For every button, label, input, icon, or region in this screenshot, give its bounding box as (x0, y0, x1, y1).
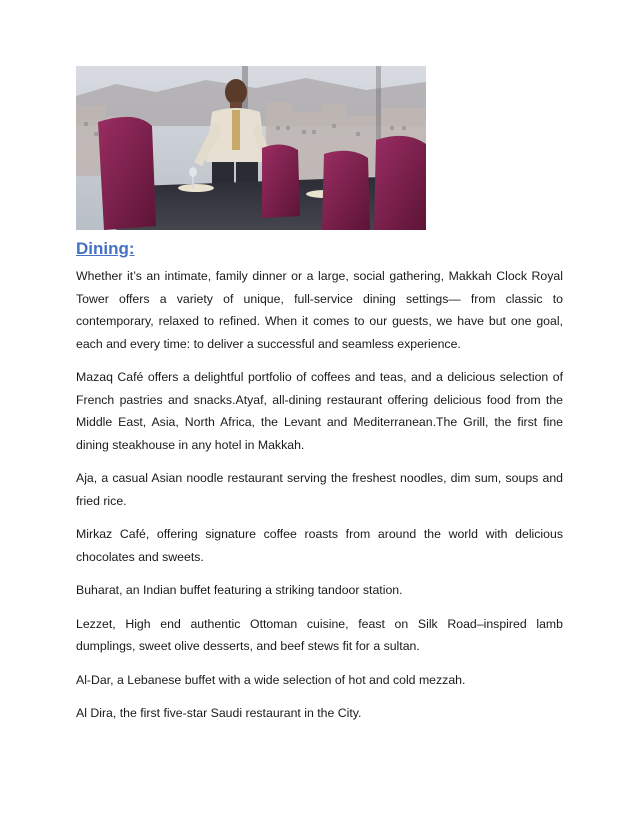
buharat-paragraph: Buharat, an Indian buffet featuring a striking tandoor station. (76, 583, 403, 597)
mirkaz-paragraph: Mirkaz Café, offering signature coffee roasts from around the world with delicious chocolates and sweets. (76, 527, 563, 564)
restaurant-photo (76, 66, 426, 230)
section-heading: Dining: (76, 239, 135, 258)
intro-paragraph: Whether it’s an intimate, family dinner or a large, social gathering, Makkah Clock Royal Tower offers a variety of unique, full-service dining settings— from classic to contemporary, relaxed to refined. When it comes to our guests, we have but one goal, each and every time: to deliver a successful and seamless experience. (76, 269, 563, 351)
aldira-paragraph: Al Dira, the first five-star Saudi restaurant in the City. (76, 706, 362, 720)
cafe-paragraph: Mazaq Café offers a delightful portfolio of coffees and teas, and a delicious selection of French pastries and snacks.Atyaf, all-dining restaurant offering delicious food from the Middle East, Asia, North Africa, the Levant and Mediterranean.The Grill, the first fine dining steakhouse in any hotel in Makkah. (76, 370, 563, 452)
aldar-paragraph: Al-Dar, a Lebanese buffet with a wide selection of hot and cold mezzah. (76, 672, 466, 687)
aja-paragraph: Aja, a casual Asian noodle restaurant serving the freshest noodles, dim sum, soups and fried rice. (76, 471, 563, 508)
body-text (76, 265, 563, 736)
lezzet-paragraph: Lezzet, High end authentic Ottoman cuisine, feast on Silk Road–inspired lamb dumplings, sweet olive desserts, and beef stews fit for a sultan. (76, 616, 563, 653)
